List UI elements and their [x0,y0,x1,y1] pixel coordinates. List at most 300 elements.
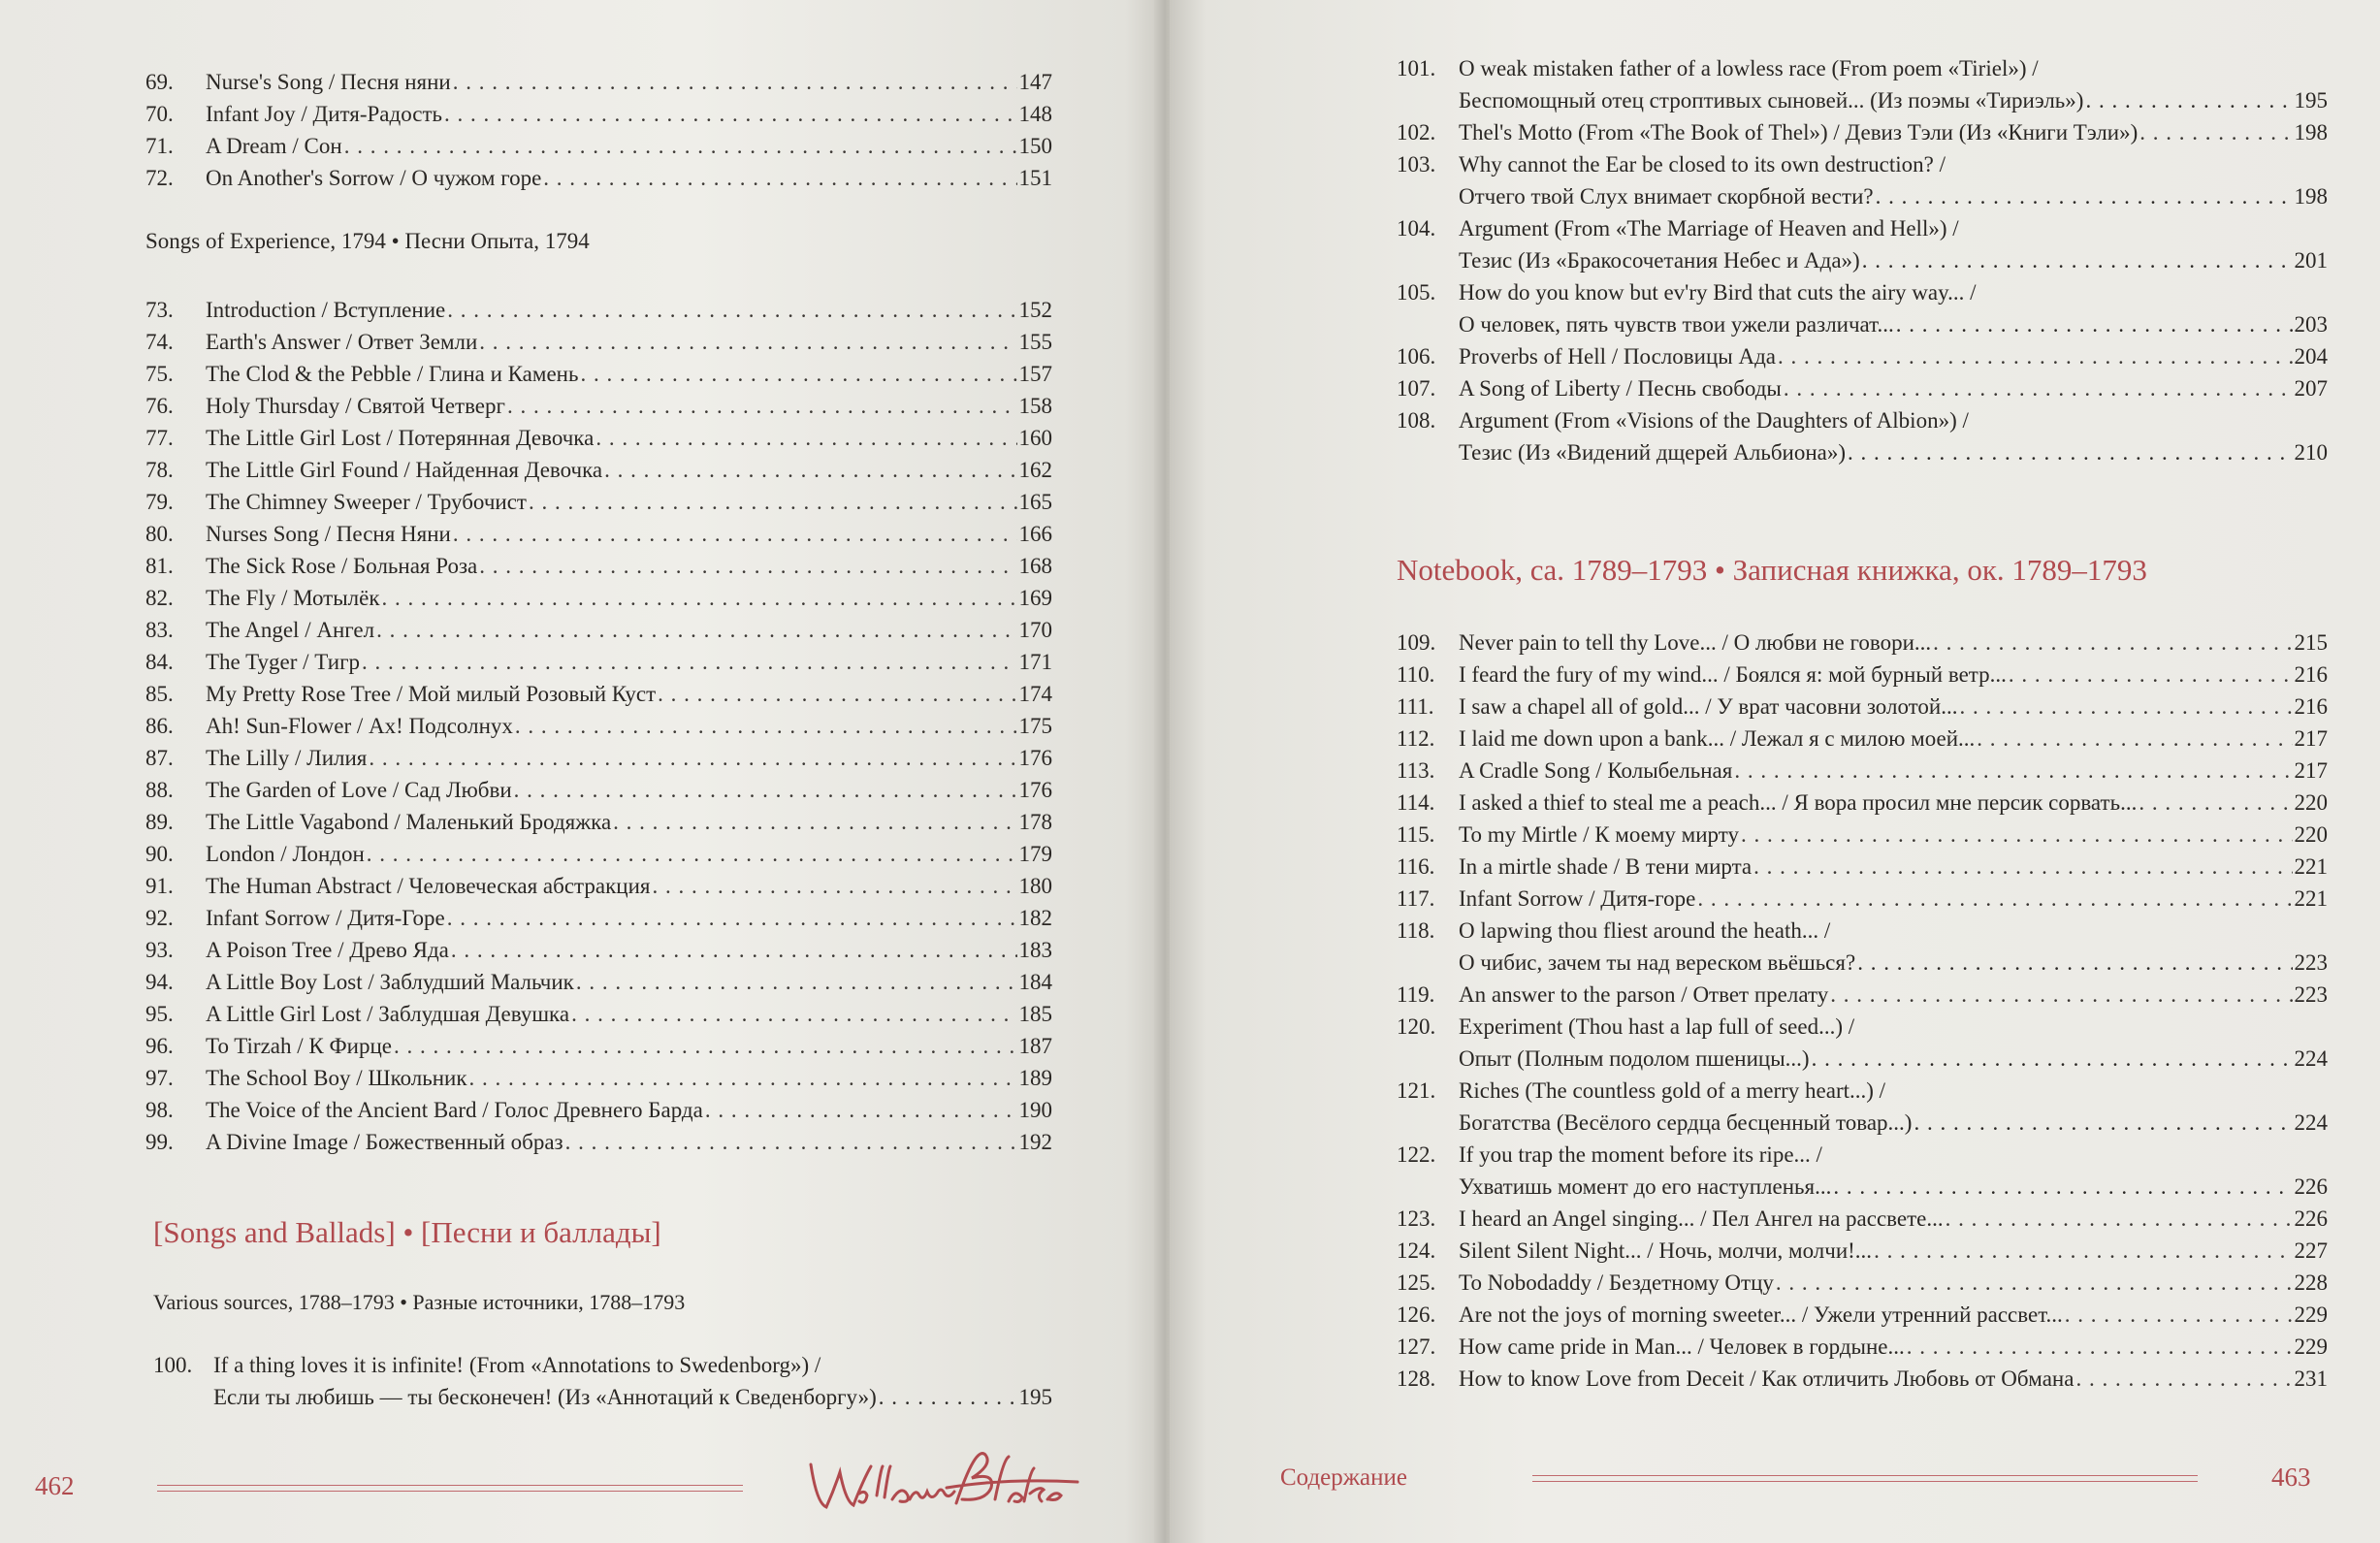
toc-entry [145,966,1052,998]
leader-dots [1776,1267,2293,1299]
section-subtitle-sources: Various sources, 1788–1793 • Разные источники, 1788–1793 [153,1290,686,1314]
entry-page-number: 179 [1018,842,1052,866]
leader-dots [1914,1107,2292,1139]
entry-page-number: 215 [2294,630,2328,655]
leader-dots [658,678,1016,710]
entry-title-line1: Riches (The countless gold of a merry heart...) / [1459,1078,1886,1103]
toc-entry [145,1030,1052,1062]
leader-dots [2139,787,2292,819]
entry-title: A Poison Tree / Древо Яда [206,938,449,962]
entry-page-number: 195 [2294,88,2328,113]
entry-title: A Dream / Сон [206,134,342,158]
entry-title: The School Boy / Школьник [206,1066,467,1090]
entry-page-number: 147 [1018,70,1052,94]
entry-line2 [1397,308,2328,340]
leader-dots [362,646,1016,678]
entry-number: 110. [1397,662,1435,687]
toc-entry [1397,404,2328,468]
toc-entry [1397,1075,2328,1139]
leader-dots [576,966,1017,998]
toc-entry [145,294,1052,326]
toc-entry [145,1062,1052,1094]
entry-number: 119. [1397,982,1435,1007]
entry-number: 127. [1397,1334,1436,1359]
entry-line2 [1397,436,2328,468]
entry-number: 85. [145,682,174,706]
entry-page-number: 216 [2294,662,2328,687]
entry-page-number: 184 [1018,970,1052,994]
toc-entry [1397,1203,2328,1235]
toc-entry [145,806,1052,838]
entry-line2 [1397,244,2328,276]
entry-title-line1: How do you know but ev'ry Bird that cuts the airy way... / [1459,280,1977,305]
leader-dots [479,550,1016,582]
entry-title-line2: Ухватишь момент до его наступленья... [1459,1174,1832,1199]
entry-number: 105. [1397,280,1436,305]
entry-number: 108. [1397,408,1436,433]
entry-title: Introduction / Вступление [206,298,446,322]
entry-title: I asked a thief to steal me a peach... / Я вора просил мне персик сорвать... [1459,790,2138,815]
entry-title: A Song of Liberty / Песнь свободы [1459,376,1782,401]
entry-number: 73. [145,298,174,322]
toc-entry [1397,659,2328,691]
toc-entry [145,518,1052,550]
leader-dots [369,742,1016,774]
entry-page-number: 217 [2294,758,2328,783]
leader-dots [444,98,1016,130]
leader-dots [447,902,1017,934]
toc-list-notebook [1397,627,2328,1395]
entry-page-number: 221 [2294,854,2328,879]
entry-title: The Lilly / Лилия [206,746,368,770]
toc-entry [1397,1235,2328,1267]
toc-entry [145,678,1052,710]
entry-title: Thel's Motto (From «The Book of Thel») / Девиз Тэли (Из «Книги Тэли») [1459,120,2139,145]
entry-title: An answer to the parson / Ответ прелату [1459,982,1829,1007]
entry-page-number: 210 [2294,440,2328,465]
leader-dots [2065,1299,2293,1331]
entry-number: 116. [1397,854,1435,879]
toc-entry [145,486,1052,518]
leader-dots [1697,883,2292,915]
toc-entry [1397,148,2328,212]
entry-line1 [1397,52,2328,84]
toc-entry [145,422,1052,454]
toc-entry [145,326,1052,358]
toc-entry [145,66,1052,98]
section-title-notebook: Notebook, ca. 1789–1793 • Записная книжка, ок. 1789–1793 [1397,553,2147,587]
entry-number: 101. [1397,56,1436,80]
entry-page-number: 178 [1018,810,1052,834]
entry-page-number: 224 [2294,1046,2328,1071]
entry-page-number: 228 [2294,1270,2328,1295]
toc-entry [1397,212,2328,276]
entry-line1 [1397,276,2328,308]
toc-entry [1397,340,2328,372]
entry-number: 115. [1397,822,1435,847]
leader-dots [879,1381,1017,1413]
leader-dots [571,998,1016,1030]
left-page [0,0,1160,1543]
leader-dots [2075,1363,2292,1395]
entry-number: 100. [153,1353,193,1377]
entry-title-line2: Отчего твой Слух внимает скорбной вести? [1459,184,1874,209]
leader-dots [2139,116,2292,148]
toc-entry [1397,819,2328,851]
entry-title: I saw a chapel all of gold... / У врат часовни золотой... [1459,694,1958,719]
entry-number: 117. [1397,886,1435,911]
entry-number: 71. [145,134,174,158]
entry-page-number: 226 [2294,1174,2328,1199]
entry-number: 122. [1397,1142,1436,1167]
entry-title-line2: Тезис (Из «Видений дщерей Альбиона») [1459,440,1847,465]
toc-entry [145,550,1052,582]
toc-entry [145,1126,1052,1158]
entry-title-line1: If a thing loves it is infinite! (From «Annotations to Swedenborg») / [213,1353,821,1377]
leader-dots [515,710,1017,742]
toc-entry [1397,276,2328,340]
entry-number: 87. [145,746,174,770]
entry-number: 121. [1397,1078,1436,1103]
entry-number: 86. [145,714,174,738]
entry-title: A Cradle Song / Колыбельная [1459,758,1733,783]
william-blake-signature [801,1445,1082,1527]
entry-title-line2: Тезис (Из «Бракосочетания Небес и Ада») [1459,248,1860,273]
entry-number: 111. [1397,694,1434,719]
entry-number: 69. [145,70,174,94]
leader-dots [514,774,1017,806]
toc-entry [1397,1299,2328,1331]
entry-title: The Little Girl Found / Найденная Девочка [206,458,603,482]
entry-page-number: 190 [1018,1098,1052,1122]
entry-page-number: 176 [1018,778,1052,802]
entry-number: 128. [1397,1366,1436,1391]
leader-dots [1933,627,2292,659]
leader-dots [1896,308,2293,340]
entry-page-number: 182 [1018,906,1052,930]
toc-entry [145,902,1052,934]
leader-dots [1848,436,2292,468]
entry-title: The Human Abstract / Человеческая абстракция [206,874,651,898]
entry-line1 [1397,915,2328,947]
entry-page-number: 148 [1018,102,1052,126]
entry-page-number: 198 [2294,184,2328,209]
toc-entry [1397,691,2328,723]
entry-page-number: 216 [2294,694,2328,719]
entry-line2 [1397,84,2328,116]
toc-entry [145,162,1052,194]
entry-number: 74. [145,330,174,354]
entry-line2 [1397,1107,2328,1139]
footer-rule-right [1532,1475,2198,1482]
entry-title: Earth's Answer / Ответ Земли [206,330,478,354]
entry-page-number: 189 [1018,1066,1052,1090]
leader-dots [453,66,1017,98]
entry-title: Proverbs of Hell / Пословицы Ада [1459,344,1776,369]
entry-page-number: 203 [2294,312,2328,337]
leader-dots [1830,979,2292,1011]
entry-page-number: 217 [2294,726,2328,751]
toc-entry [1397,787,2328,819]
toc-entry [1397,1363,2328,1395]
entry-title: I heard an Angel singing... / Пел Ангел на рассвете... [1459,1206,1944,1231]
entry-number: 94. [145,970,174,994]
leader-dots [1741,819,2293,851]
leader-dots [451,934,1017,966]
leader-dots [453,518,1017,550]
entry-title: The Chimney Sweeper / Трубочист [206,490,527,514]
entry-number: 79. [145,490,174,514]
entry-number: 125. [1397,1270,1436,1295]
leader-dots [2085,84,2292,116]
entry-page-number: 231 [2294,1366,2328,1391]
leader-dots [543,162,1016,194]
leader-dots [705,1094,1017,1126]
entry-number: 118. [1397,918,1435,943]
leader-dots [376,614,1016,646]
entry-page-number: 162 [1018,458,1052,482]
entry-title: A Little Girl Lost / Заблудшая Девушка [206,1002,570,1026]
leader-dots [1959,691,2292,723]
toc-entry [145,1094,1052,1126]
entry-page-number: 176 [1018,746,1052,770]
entry-number: 72. [145,166,174,190]
toc-entry [145,934,1052,966]
entry-number: 97. [145,1066,174,1090]
toc-entry [1397,1267,2328,1299]
entry-title: Are not the joys of morning sweeter... / Ужели утренний рассвет... [1459,1302,2063,1327]
entry-title: Infant Sorrow / Дитя-Горе [206,906,445,930]
entry-page-number: 165 [1018,490,1052,514]
leader-dots [1907,1331,2293,1363]
entry-number: 98. [145,1098,174,1122]
leader-dots [529,486,1017,518]
entry-number: 96. [145,1034,174,1058]
entry-title: To my Mirtle / К моему мирту [1459,822,1739,847]
entry-page-number: 155 [1018,330,1052,354]
entry-number: 103. [1397,152,1436,177]
entry-line1 [1397,1139,2328,1171]
entry-line2 [1397,1043,2328,1075]
toc-entry [145,646,1052,678]
toc-entry [1397,979,2328,1011]
leader-dots [507,390,1017,422]
leader-dots [1734,755,2292,787]
entry-title: The Little Girl Lost / Потерянная Девочка [206,426,595,450]
entry-page-number: 192 [1018,1130,1052,1154]
entry-title: Infant Joy / Дитя-Радость [206,102,443,126]
toc-list-prophetic-books [1397,52,2328,468]
entry-number: 104. [1397,216,1436,241]
entry-title-line1: O weak mistaken father of a lowless race (From poem «Tiriel») / [1459,56,2039,80]
entry-title: How to know Love from Deceit / Как отличить Любовь от Обмана [1459,1366,2074,1391]
entry-title: Nurse's Song / Песня няни [206,70,451,94]
folio-left: 462 [35,1471,75,1500]
entry-number: 95. [145,1002,174,1026]
folio-right: 463 [2271,1463,2311,1492]
entry-page-number: 169 [1018,586,1052,610]
entry-number: 120. [1397,1014,1436,1039]
entry-title: The Tyger / Тигр [206,650,361,674]
entry-title: The Garden of Love / Сад Любви [206,778,512,802]
leader-dots [382,582,1017,614]
leader-dots [2009,659,2293,691]
entry-line1 [1397,212,2328,244]
section-title-songs-ballads: [Songs and Ballads] • [Песни и баллады] [153,1215,661,1249]
toc-entry [145,130,1052,162]
entry-page-number: 151 [1018,166,1052,190]
subsection-title-experience: Songs of Experience, 1794 • Песни Опыта, 1794 [145,229,590,253]
leader-dots [613,806,1016,838]
leader-dots [469,1062,1017,1094]
entry-title-line2: Опыт (Полным подолом пшеницы...) [1459,1046,1810,1071]
entry-page-number: 229 [2294,1334,2328,1359]
entry-number: 82. [145,586,174,610]
entry-page-number: 170 [1018,618,1052,642]
leader-dots [344,130,1017,162]
leader-dots [1946,1203,2293,1235]
entry-page-number: 160 [1018,426,1052,450]
entry-line2 [1397,180,2328,212]
entry-title: Nurses Song / Песня Няни [206,522,451,546]
entry-title-line1: Argument (From «The Marriage of Heaven and Hell») / [1459,216,1959,241]
entry-title: Holy Thursday / Святой Четверг [206,394,505,418]
toc-entry [145,358,1052,390]
entry-number: 78. [145,458,174,482]
entry-title: My Pretty Rose Tree / Мой милый Розовый Куст [206,682,657,706]
entry-number: 99. [145,1130,174,1154]
entry-title: The Voice of the Ancient Bard / Голос Древнего Барда [206,1098,703,1122]
entry-page-number: 158 [1018,394,1052,418]
entry-title-line1: If you trap the moment before its ripe... / [1459,1142,1822,1167]
toc-entry [145,870,1052,902]
leader-dots [367,838,1017,870]
entry-number: 91. [145,874,174,898]
entry-title: A Little Boy Lost / Заблудший Мальчик [206,970,574,994]
entry-title: Silent Silent Night... / Ночь, молчи, молчи!... [1459,1238,1873,1263]
entry-title: A Divine Image / Божественный образ [206,1130,563,1154]
entry-title-line2: О человек, пять чувств твои ужели различат... [1459,312,1894,337]
entry-page-number: 166 [1018,522,1052,546]
entry-title: The Little Vagabond / Маленький Бродяжка [206,810,612,834]
entry-number: 88. [145,778,174,802]
leader-dots [1778,340,2293,372]
entry-number: 83. [145,618,174,642]
entry-page-number: 180 [1018,874,1052,898]
toc-list-innocence-tail [145,66,1052,194]
entry-number: 126. [1397,1302,1436,1327]
toc-entry [1397,1011,2328,1075]
entry-page-number: 198 [2294,120,2328,145]
entry-title-line1: Why cannot the Ear be closed to its own destruction? / [1459,152,1946,177]
entry-title-line2: Богатства (Весёлого сердца бесценный товар...) [1459,1110,1913,1135]
leader-dots [1876,180,2293,212]
leader-dots [1784,372,2293,404]
toc-entry [145,838,1052,870]
toc-entry [1397,883,2328,915]
leader-dots [447,294,1016,326]
toc-entry [1397,755,2328,787]
entry-number: 93. [145,938,174,962]
entry-page-number: 226 [2294,1206,2328,1231]
entry-line1 [1397,1075,2328,1107]
toc-entry [1397,372,2328,404]
entry-page-number: 220 [2294,822,2328,847]
entry-title-line2: Беспомощный отец строптивых сыновей... (Из поэмы «Тириэль») [1459,88,2084,113]
entry-line2 [1397,947,2328,979]
entry-page-number: 150 [1018,134,1052,158]
entry-number: 89. [145,810,174,834]
entry-title: To Tirzah / К Фирце [206,1034,392,1058]
leader-dots [565,1126,1017,1158]
leader-dots [1812,1043,2293,1075]
entry-number: 70. [145,102,174,126]
leader-dots [580,358,1016,390]
entry-page-number: 223 [2294,950,2328,975]
entry-page-number: 220 [2294,790,2328,815]
entry-title: London / Лондон [206,842,365,866]
entry-page-number: 229 [2294,1302,2328,1327]
entry-number: 84. [145,650,174,674]
entry-title: To Nobodaddy / Бездетному Отцу [1459,1270,1774,1295]
leader-dots [595,422,1016,454]
entry-number: 123. [1397,1206,1436,1231]
entry-page-number: 223 [2294,982,2328,1007]
entry-page-number: 152 [1018,298,1052,322]
entry-page-number: 171 [1018,650,1052,674]
toc-entry [145,774,1052,806]
entry-page-number: 175 [1018,714,1052,738]
entry-title: Ah! Sun-Flower / Ах! Подсолнух [206,714,513,738]
toc-list-experience [145,294,1052,1158]
running-head: Содержание [1280,1464,1407,1491]
entry-number: 81. [145,554,174,578]
entry-number: 112. [1397,726,1435,751]
entry-number: 76. [145,394,174,418]
entry-title: On Another's Sorrow / О чужом горе [206,166,542,190]
toc-entry [1397,1139,2328,1203]
entry-page-number: 157 [1018,362,1052,386]
leader-dots [394,1030,1017,1062]
entry-number: 114. [1397,790,1435,815]
entry-line1 [1397,1011,2328,1043]
entry-number: 113. [1397,758,1435,783]
entry-title-line1: Argument (From «Visions of the Daughters of Albion») / [1459,408,1969,433]
leader-dots [652,870,1016,902]
entry-title: I feard the fury of my wind... / Боялся я: мой бурный ветр... [1459,662,2007,687]
toc-entry [1397,915,2328,979]
toc-entry [145,582,1052,614]
entry-title-line2: О чибис, зачем ты над вереском вьёшься? [1459,950,1856,975]
leader-dots [1857,947,2292,979]
entry-title-line1: Experiment (Thou hast a lap full of seed...) / [1459,1014,1855,1039]
entry-title: Never pain to tell thy Love... / О любви не говори... [1459,630,1932,655]
entry-page-number: 183 [1018,938,1052,962]
entry-line1 [1397,148,2328,180]
toc-entry [145,454,1052,486]
leader-dots [1977,723,2292,755]
entry-page-number: 168 [1018,554,1052,578]
entry-line2 [1397,1171,2328,1203]
entry-line1 [1397,404,2328,436]
entry-number: 80. [145,522,174,546]
leader-dots [604,454,1016,486]
toc-entry [1397,627,2328,659]
entry-page-number: 224 [2294,1110,2328,1135]
entry-number: 92. [145,906,174,930]
entry-title: The Clod & the Pebble / Глина и Камень [206,362,579,386]
entry-title: In a mirtle shade / В тени мирта [1459,854,1753,879]
